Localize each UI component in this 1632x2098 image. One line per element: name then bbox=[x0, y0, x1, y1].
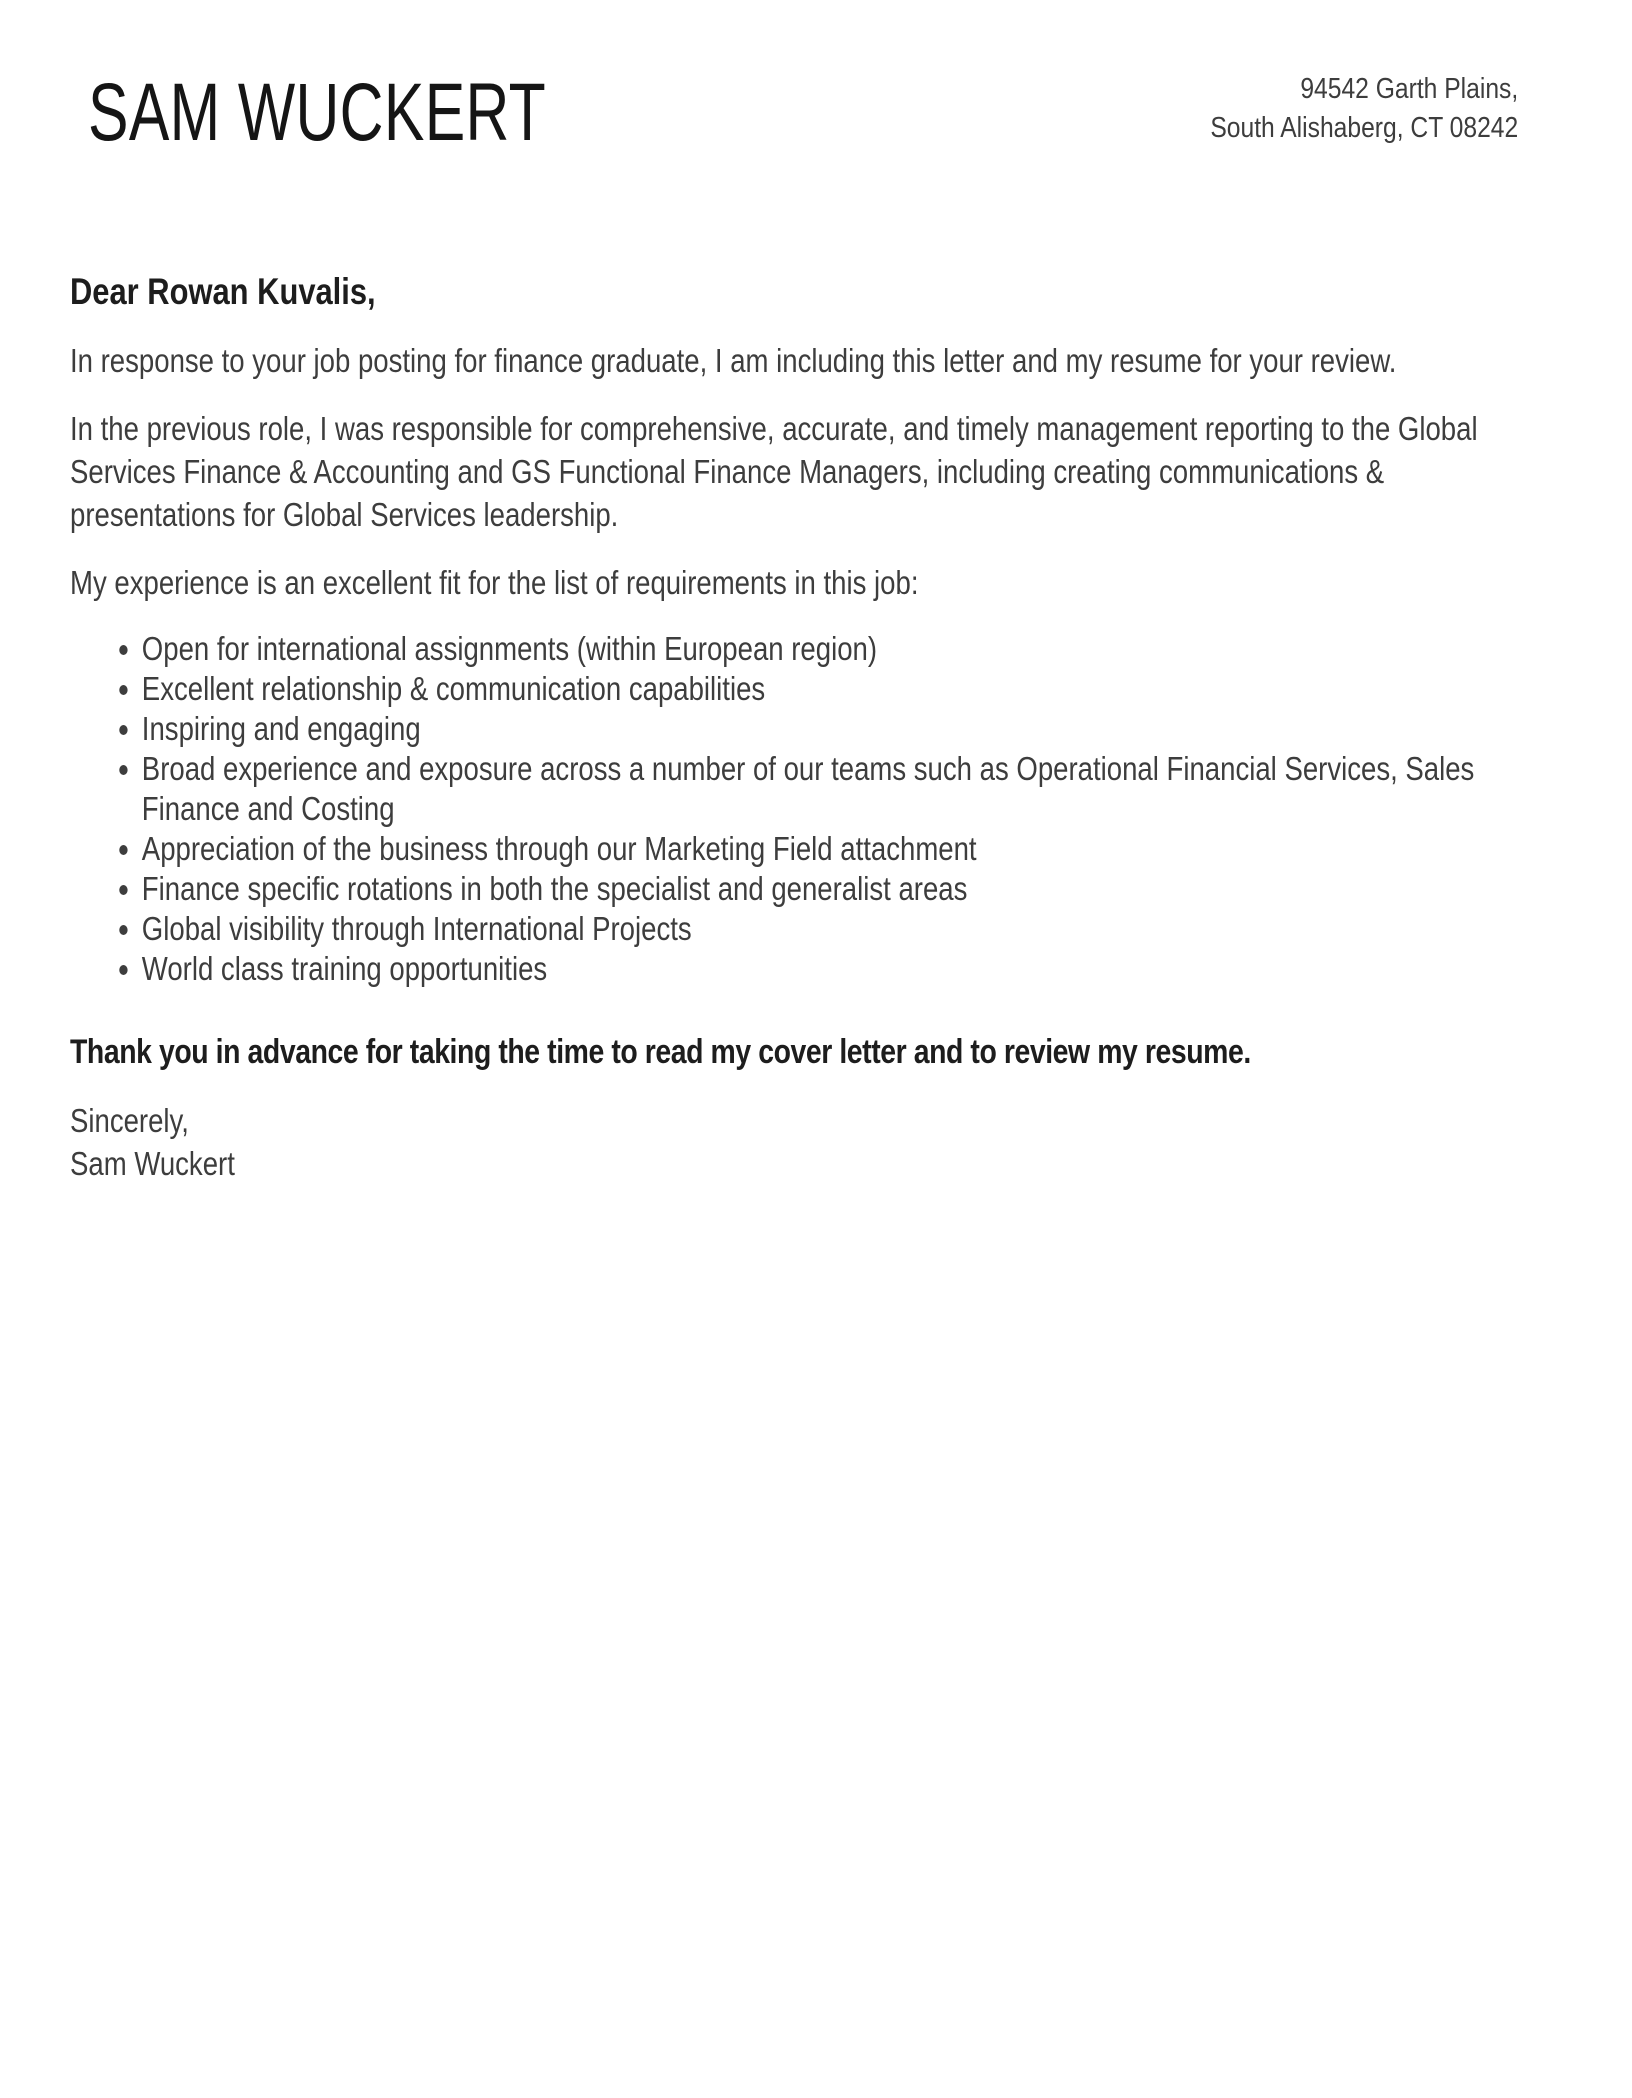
experience-paragraph: In the previous role, I was responsible for comprehensive, accurate, and timely management reporting to the Global Services Finance & Accounting and GS Functional Finance Managers, including creating communications & presentations for Global Services leadership. bbox=[70, 410, 1478, 533]
closing-block bbox=[70, 1099, 1525, 1185]
requirement-item: • Inspiring and engaging bbox=[142, 709, 1525, 749]
address-line-2: South Alishaberg, CT 08242 bbox=[1210, 112, 1518, 144]
requirement-item: • World class training opportunities bbox=[142, 949, 1525, 989]
letter-body bbox=[70, 270, 1525, 1185]
thank-you-note: Thank you in advance for taking the time to read my cover letter and to review my resume. bbox=[70, 1033, 1251, 1071]
requirement-item: • Appreciation of the business through our Marketing Field attachment bbox=[142, 829, 1525, 869]
requirement-item: • Global visibility through International Projects bbox=[142, 909, 1525, 949]
requirements-list bbox=[70, 629, 1525, 989]
requirement-item: • Finance specific rotations in both the specialist and generalist areas bbox=[142, 869, 1525, 909]
address-line-1: 94542 Garth Plains, bbox=[1300, 73, 1518, 105]
sender-address bbox=[1210, 70, 1518, 148]
requirement-item: • Broad experience and exposure across a number of our teams such as Operational Financial Services, Sales Finance and Costing bbox=[142, 749, 1525, 829]
requirements-intro: My experience is an excellent fit for the list of requirements in this job: bbox=[70, 564, 919, 601]
signature-name: Sam Wuckert bbox=[70, 1145, 235, 1182]
closing-sincerely: Sincerely, bbox=[70, 1102, 189, 1139]
greeting: Dear Rowan Kuvalis, bbox=[70, 271, 376, 312]
requirement-item: • Open for international assignments (within European region) bbox=[142, 629, 1525, 669]
intro-paragraph: In response to your job posting for finance graduate, I am including this letter and my resume for your review. bbox=[70, 342, 1397, 379]
sender-name-heading: SAM WUCKERT bbox=[88, 67, 547, 158]
requirement-item: • Excellent relationship & communication capabilities bbox=[142, 669, 1525, 709]
